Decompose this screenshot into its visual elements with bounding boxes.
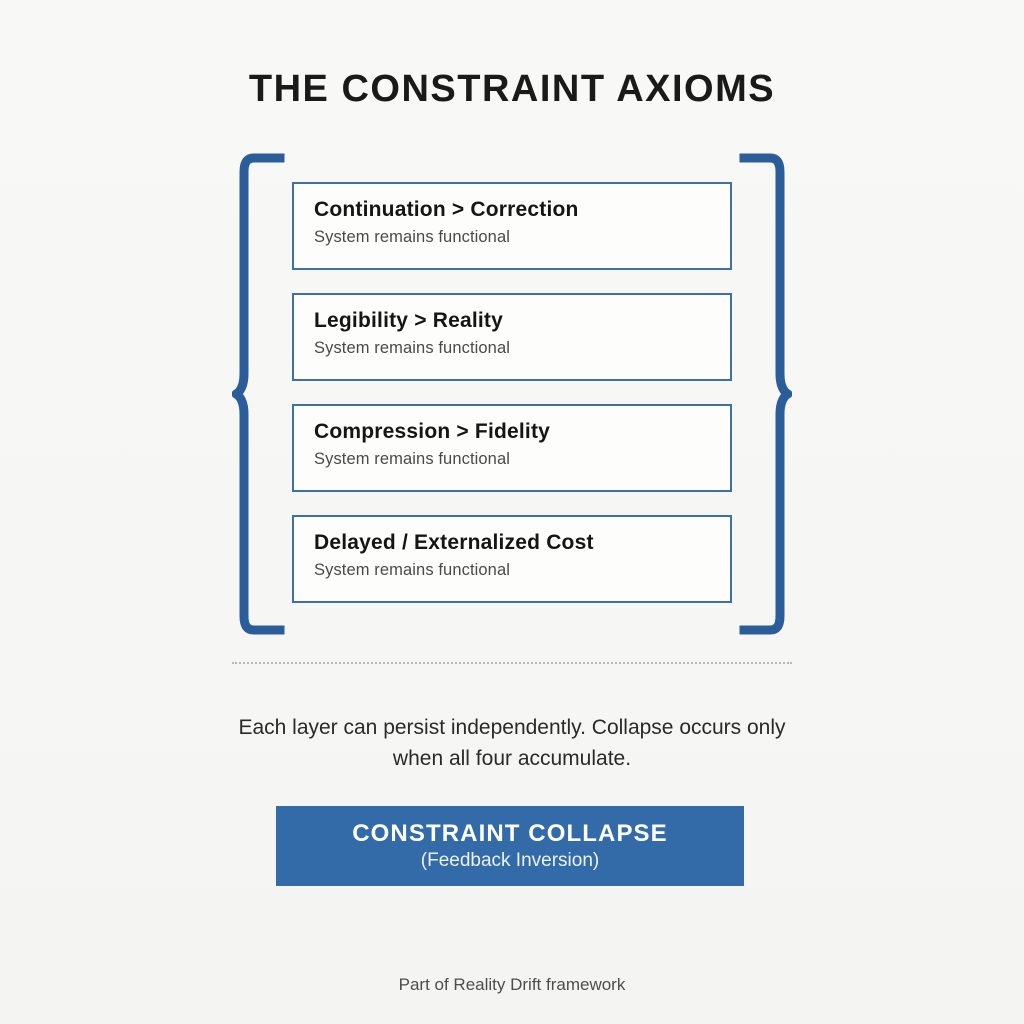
right-brace-icon xyxy=(736,152,792,636)
axiom-subtitle: System remains functional xyxy=(314,339,510,357)
axiom-title: Continuation > Correction xyxy=(314,198,579,221)
axiom-title: Compression > Fidelity xyxy=(314,420,551,443)
collapse-subtitle: (Feedback Inversion) xyxy=(420,850,600,871)
axiom-title: Delayed / Externalized Cost xyxy=(314,531,594,554)
axiom-subtitle: System remains functional xyxy=(314,450,510,468)
axiom-title: Legibility > Reality xyxy=(314,309,503,332)
axiom-card xyxy=(292,515,732,603)
axiom-card xyxy=(292,404,732,492)
axiom-group xyxy=(232,152,792,636)
section-divider xyxy=(232,662,792,666)
page-title: THE CONSTRAINT AXIOMS xyxy=(248,68,776,110)
caption-text: Each layer can persist independently. Collapse occurs only when all four accumulate. xyxy=(238,716,786,770)
constraint-collapse-banner xyxy=(276,806,744,886)
collapse-title: CONSTRAINT COLLAPSE xyxy=(352,820,668,847)
axiom-list xyxy=(292,182,732,603)
axiom-subtitle: System remains functional xyxy=(314,561,510,579)
axiom-card xyxy=(292,182,732,270)
left-brace-icon xyxy=(232,152,288,636)
axiom-subtitle: System remains functional xyxy=(314,228,510,246)
footer-text: Part of Reality Drift framework xyxy=(398,975,626,994)
axiom-card xyxy=(292,293,732,381)
